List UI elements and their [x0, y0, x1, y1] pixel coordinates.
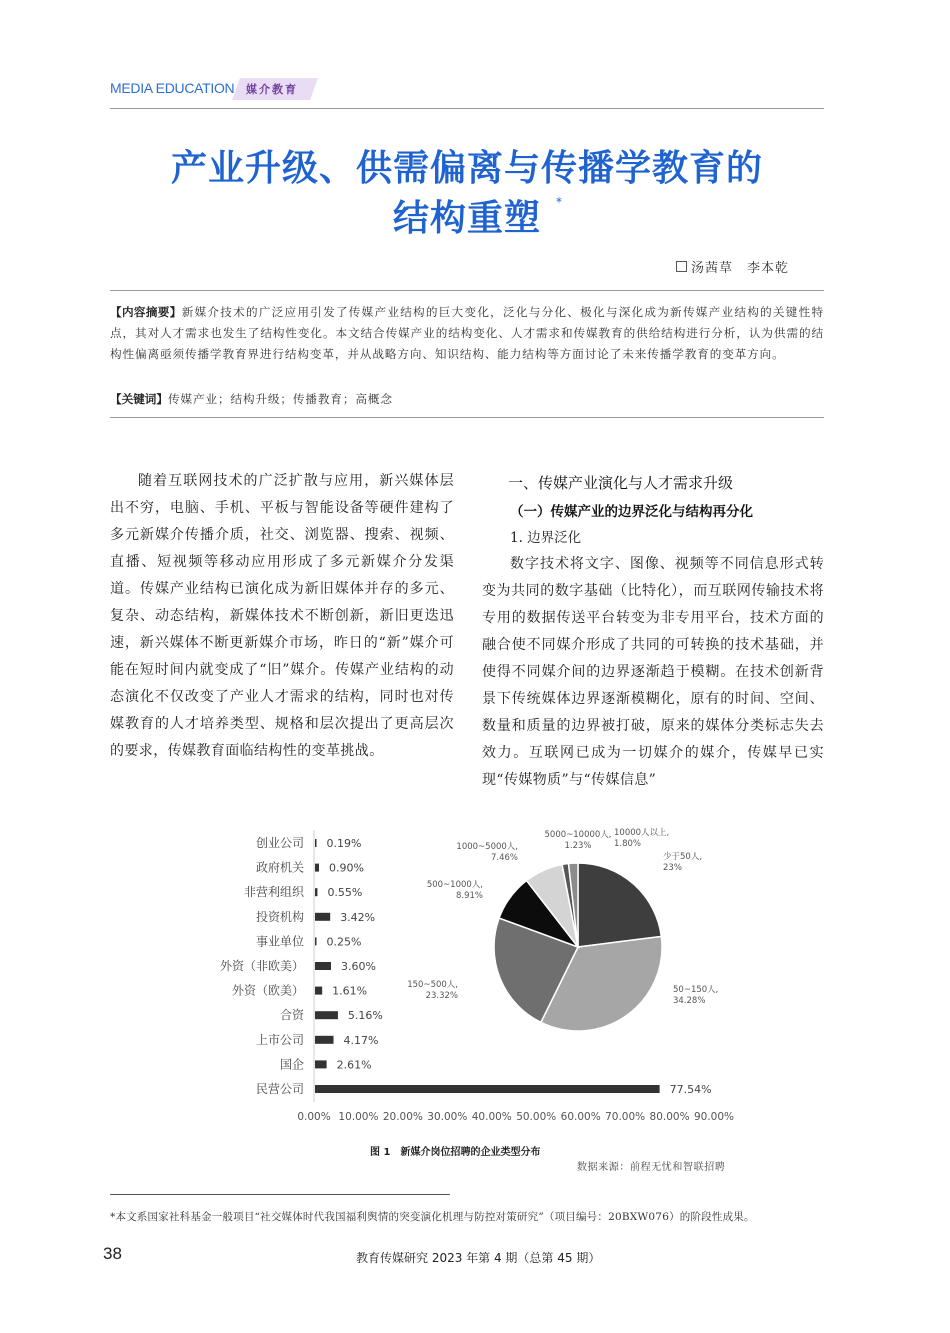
pie-slice-label: 500~1000人, 8.91%: [426, 880, 483, 901]
bar-x-tick-label: 90.00%: [693, 1111, 735, 1123]
bar-value-label: 3.60%: [341, 960, 376, 973]
footnote: *本文系国家社科基金一般项目“社交媒体时代我国福利舆情的突变演化机理与防控对策研究”（项目编号：20BXW076）的阶段性成果。: [110, 1211, 755, 1223]
bar: [315, 1036, 334, 1044]
abstract-text: 新媒介技术的广泛应用引发了传媒产业结构的巨大变化，泛化与分化、极化与深化成为新传媒产业结构的关键性特点，其对人才需求也发生了结构性变化。本文结合传媒产业的结构变化、人才需求和传媒教育的供给结构进行分析，认为供需的结构性偏离亟须传播学教育界进行结构变革，并从战略方向、知识结构、能力结构等方面讨论了未来传播学教育的变革方向。: [110, 305, 824, 361]
bar-value-label: 1.61%: [332, 984, 368, 998]
keywords: [110, 389, 824, 410]
figure-source: 数据来源：前程无忧和智联招聘: [577, 1162, 726, 1173]
abstract: [110, 302, 824, 365]
pie-slice-label: 150~500人, 23.32%: [407, 980, 458, 1001]
section-label-cn: 媒介教育: [246, 83, 298, 96]
bar-category-label: 创业公司: [255, 836, 304, 850]
intro-paragraph: 随着互联网技术的广泛扩散与应用，新兴媒体层出不穷，电脑、手机、平板与智能设备等硬件建构了多元新媒介传播介质，社交、浏览器、搜索、视频、直播、短视频等移动应用形成了多元新媒介分发渠道。传媒产业结构已演化成为新旧媒体并存的多元、复杂、动态结构，新媒体技术不断创新，新旧更迭迅速，新兴媒体不断更新媒介市场，昨日的“新”媒介可能在短时间内就变成了“旧”媒介。传媒产业结构的动态演化不仅改变了产业人才需求的结构，同时也对传媒教育的人才培养类型、规格和层次提出了更高层次的要求，传媒教育面临结构性的变革挑战。: [110, 473, 454, 759]
pie-slice-label: 少于50人, 23%: [663, 852, 703, 873]
bar-x-tick-label: 20.00%: [382, 1111, 423, 1123]
keywords-text: 传媒产业；结构升级；传播教育；高概念: [167, 392, 393, 406]
bar-value-label: 0.55%: [327, 886, 363, 900]
article-title-line2: 结构重塑: [392, 198, 541, 239]
page-number: 38: [103, 1244, 122, 1263]
bar-x-tick-label: 60.00%: [560, 1111, 601, 1123]
author-names: 汤茜草 李本乾: [691, 261, 790, 276]
bar-value-label: 5.16%: [347, 1009, 383, 1023]
article-title-line1: 产业升级、供需偏离与传播学教育的: [170, 148, 763, 189]
bar: [315, 913, 330, 921]
bar-x-tick-label: 30.00%: [427, 1111, 468, 1123]
bar-category-label: 外资（非欧美）: [219, 959, 304, 973]
section-label-en: MEDIA EDUCATION: [110, 80, 235, 96]
bar: [315, 864, 319, 872]
author-box-icon: [676, 261, 687, 272]
bar-x-tick-label: 10.00%: [338, 1111, 379, 1123]
bar-value-label: 2.61%: [336, 1058, 372, 1072]
footnote-divider: [110, 1194, 450, 1195]
abstract-label: 【内容摘要】: [110, 305, 182, 319]
bar-category-label: 外资（欧美）: [231, 983, 304, 998]
bar-value-label: 0.19%: [326, 837, 362, 850]
journal-footer: 教育传媒研究 2023 年第 4 期（总第 45 期）: [356, 1251, 601, 1265]
pie-slice-label: 5000~10000人, 1.23%: [544, 830, 612, 851]
subsubsection-heading: 1. 边界泛化: [510, 530, 582, 546]
bar: [315, 888, 317, 896]
authors: [676, 257, 789, 276]
header-divider: [110, 108, 824, 109]
subsection-heading: （一）传媒产业的边界泛化与结构再分化: [510, 504, 753, 520]
bar-x-tick-label: 0.00%: [297, 1111, 331, 1123]
abstract-divider-top: [110, 290, 824, 291]
pie-slice-label: 50~150人, 34.28%: [673, 985, 719, 1006]
bar-x-tick-label: 40.00%: [471, 1111, 512, 1123]
bar-category-label: 事业单位: [255, 934, 304, 949]
title-footnote-mark: *: [556, 195, 562, 209]
bar: [315, 1011, 338, 1019]
bar-category-label: 政府机关: [255, 860, 304, 875]
bar-category-label: 国企: [279, 1057, 304, 1072]
abstract-divider-bottom: [110, 417, 824, 418]
bar-value-label: 3.42%: [340, 910, 376, 924]
bar-value-label: 0.25%: [326, 935, 362, 949]
bar-category-label: 民营公司: [255, 1082, 304, 1096]
bar: [315, 839, 317, 847]
bar-x-tick-label: 70.00%: [605, 1111, 646, 1123]
pie-slice-label: 1000~5000人, 7.46%: [456, 842, 518, 863]
section-heading: 一、传媒产业演化与人才需求升级: [508, 474, 734, 492]
keywords-label: 【关键词】: [110, 392, 168, 406]
bar: [315, 937, 317, 945]
bar-category-label: 上市公司: [255, 1032, 304, 1047]
bar-category-label: 投资机构: [255, 909, 304, 924]
bar-value-label: 77.54%: [669, 1083, 712, 1096]
bar-x-tick-label: 80.00%: [649, 1111, 690, 1123]
body-paragraph: 数字技术将文字、图像、视频等不同信息形式转变为共同的数字基础（比特化），而互联网传输技术将专用的数据传送平台转变为非专用平台，技术方面的融合使不同媒介形成了共同的可转换的技术基础，并使得不同媒介间的边界逐渐趋于模糊。在技术创新背景下传统媒体边界逐渐模糊化，原有的时间、空间、数量和质量的边界被打破，原来的媒体分类标志失去效力。互联网已成为一切媒介的媒介，传媒早已实现“传媒物质”与“传媒信息”: [482, 556, 824, 788]
bar-x-tick-label: 50.00%: [516, 1111, 557, 1123]
bar: [315, 1085, 660, 1093]
company-size-pie-chart: [407, 828, 730, 1040]
bar: [315, 987, 322, 995]
bar: [315, 1060, 327, 1068]
bar: [315, 962, 331, 970]
bar-value-label: 4.17%: [343, 1033, 379, 1047]
pie-slice-label: 10000人以上, 1.80%: [614, 828, 670, 849]
bar-value-label: 0.90%: [329, 861, 364, 875]
bar-category-label: 合资: [279, 1008, 304, 1023]
bar-category-label: 非营利组织: [243, 885, 304, 900]
figure-caption: 图 1 新媒介岗位招聘的企业类型分布: [370, 1147, 541, 1158]
pie-slice: [578, 863, 661, 947]
